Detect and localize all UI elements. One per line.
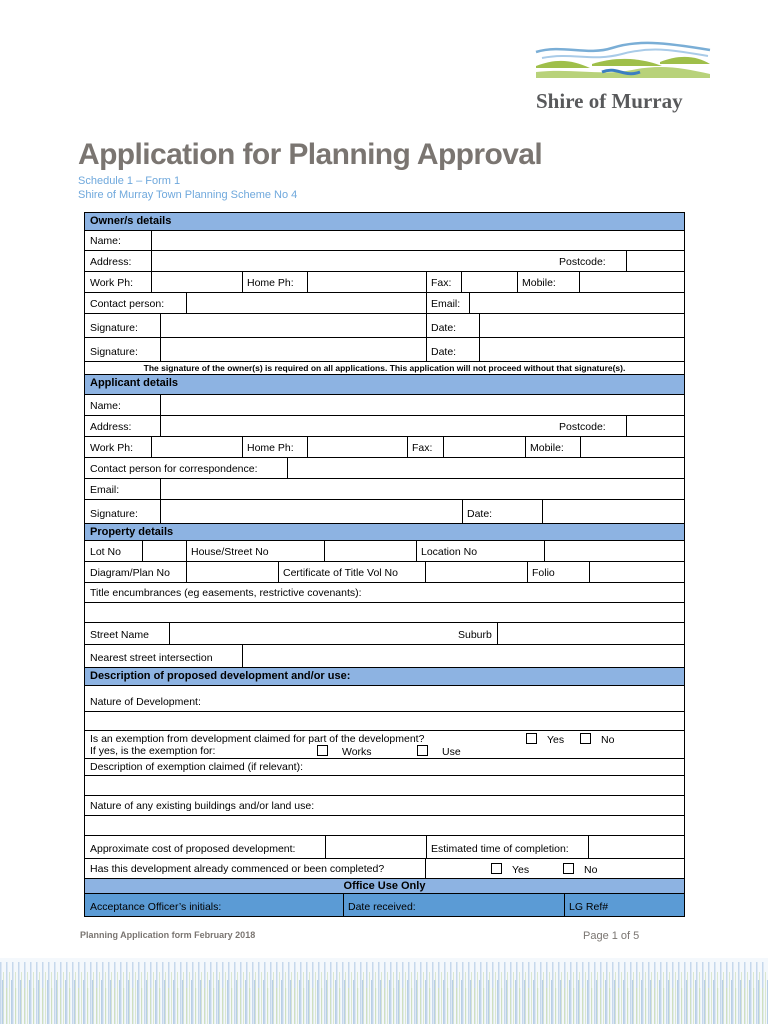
applicant-mobile-label: Mobile: bbox=[530, 442, 564, 454]
owner-signature-field[interactable] bbox=[160, 338, 426, 361]
exemption-row bbox=[85, 731, 684, 759]
nature-of-development-label: Nature of Development: bbox=[90, 696, 201, 708]
exemption-question: Is an exemption from development claimed for part of the development? bbox=[90, 733, 425, 745]
owner-name-label: Name: bbox=[90, 235, 121, 247]
applicant-name-label: Name: bbox=[90, 400, 121, 412]
nature-of-development-row bbox=[85, 686, 684, 712]
property-lot-row bbox=[85, 541, 684, 562]
owner-fax-label: Fax: bbox=[431, 277, 452, 289]
applicant-workph-field[interactable] bbox=[151, 437, 242, 457]
encumbrances-label: Title encumbrances (eg easements, restrictive covenants): bbox=[90, 587, 362, 599]
nearest-intersection-row bbox=[85, 645, 684, 668]
applicant-name-field[interactable] bbox=[160, 395, 684, 415]
exemption-yes-label: Yes bbox=[547, 734, 565, 746]
certificate-title-field[interactable] bbox=[425, 562, 527, 582]
existing-use-row bbox=[85, 796, 684, 816]
applicant-address-label: Address: bbox=[90, 421, 132, 433]
commenced-row bbox=[85, 859, 684, 879]
owner-signature-field[interactable] bbox=[160, 314, 426, 337]
applicant-email-row bbox=[85, 479, 684, 500]
street-name-field[interactable] bbox=[169, 623, 453, 644]
owner-postcode-field[interactable] bbox=[626, 251, 684, 271]
house-street-field[interactable] bbox=[324, 541, 416, 561]
exemption-no-label: No bbox=[601, 734, 615, 746]
applicant-contact-label: Contact person for correspondence: bbox=[90, 463, 258, 475]
cost-label: Approximate cost of proposed development: bbox=[90, 843, 296, 855]
subtitle-scheme: Shire of Murray Town Planning Scheme No 4 bbox=[78, 189, 298, 201]
folio-field[interactable] bbox=[589, 562, 684, 582]
footer-form-name: Planning Application form February 2018 bbox=[80, 930, 256, 940]
owner-address-field[interactable] bbox=[151, 251, 554, 271]
nature-of-development-field[interactable] bbox=[85, 712, 684, 731]
applicant-homeph-field[interactable] bbox=[307, 437, 407, 457]
owner-date-label: Date: bbox=[431, 322, 457, 334]
date-received-label: Date received: bbox=[348, 901, 416, 913]
exemption-works-option[interactable] bbox=[317, 745, 372, 758]
owner-date-field[interactable] bbox=[479, 338, 684, 361]
owner-email-field[interactable] bbox=[469, 293, 684, 313]
commenced-label: Has this development already commenced or been completed? bbox=[90, 863, 385, 875]
acceptance-officer-label: Acceptance Officer’s initials: bbox=[90, 901, 222, 913]
exemption-yes-checkbox[interactable] bbox=[526, 733, 537, 744]
certificate-title-label: Certificate of Title Vol No bbox=[283, 567, 398, 579]
cost-field[interactable] bbox=[325, 836, 426, 858]
applicant-contact-field[interactable] bbox=[287, 458, 684, 478]
house-street-label: House/Street No bbox=[191, 546, 269, 558]
exemption-use-label: Use bbox=[442, 746, 461, 758]
applicant-signature-row bbox=[85, 500, 684, 524]
development-section-header: Description of proposed development and/or use: bbox=[85, 668, 684, 686]
owner-signature-row-2 bbox=[85, 338, 684, 362]
suburb-label: Suburb bbox=[458, 629, 492, 641]
page-number: Page 1 of 5 bbox=[583, 930, 640, 942]
exemption-works-label: Works bbox=[342, 746, 372, 758]
location-no-label: Location No bbox=[421, 546, 478, 558]
owner-homeph-label: Home Ph: bbox=[247, 277, 294, 289]
exemption-description-row bbox=[85, 759, 684, 776]
exemption-yes-option[interactable] bbox=[526, 733, 564, 746]
exemption-use-option[interactable] bbox=[417, 745, 461, 758]
property-diagram-row bbox=[85, 562, 684, 583]
applicant-signature-label: Signature: bbox=[90, 508, 138, 520]
owner-workph-field[interactable] bbox=[151, 272, 242, 292]
applicant-signature-field[interactable] bbox=[160, 500, 462, 523]
nearest-intersection-field[interactable] bbox=[242, 645, 684, 667]
applicant-fax-field[interactable] bbox=[443, 437, 525, 457]
lot-no-label: Lot No bbox=[90, 546, 121, 558]
diagram-plan-label: Diagram/Plan No bbox=[90, 567, 170, 579]
existing-use-field[interactable] bbox=[85, 816, 684, 836]
exemption-no-checkbox[interactable] bbox=[580, 733, 591, 744]
encumbrances-field[interactable] bbox=[85, 603, 684, 623]
owner-name-row bbox=[85, 231, 684, 251]
applicant-fax-label: Fax: bbox=[412, 442, 433, 454]
applicant-phone-row bbox=[85, 437, 684, 458]
owner-contact-row bbox=[85, 293, 684, 314]
owner-address-label: Address: bbox=[90, 256, 132, 268]
owner-section-header: Owner/s details bbox=[85, 213, 684, 231]
exemption-description-label: Description of exemption claimed (if relevant): bbox=[90, 761, 304, 773]
commenced-no-checkbox[interactable] bbox=[563, 863, 574, 874]
street-name-label: Street Name bbox=[90, 629, 149, 641]
owner-fax-field[interactable] bbox=[461, 272, 517, 292]
owner-postcode-label: Postcode: bbox=[559, 256, 606, 268]
commenced-no-option[interactable] bbox=[563, 863, 597, 876]
grass-decoration bbox=[0, 958, 768, 1024]
encumbrances-row bbox=[85, 583, 684, 603]
property-section-header: Property details bbox=[85, 524, 684, 541]
page-title: Application for Planning Approval bbox=[78, 138, 543, 171]
commenced-yes-checkbox[interactable] bbox=[491, 863, 502, 874]
location-no-field[interactable] bbox=[544, 541, 684, 561]
lot-no-field[interactable] bbox=[142, 541, 186, 561]
applicant-postcode-label: Postcode: bbox=[559, 421, 606, 433]
applicant-address-row bbox=[85, 416, 684, 437]
cost-row bbox=[85, 836, 684, 859]
exemption-for-label: If yes, is the exemption for: bbox=[90, 745, 216, 757]
nearest-intersection-label: Nearest street intersection bbox=[90, 652, 213, 664]
owner-mobile-field[interactable] bbox=[579, 272, 684, 292]
applicant-mobile-field[interactable] bbox=[580, 437, 684, 457]
owner-contact-label: Contact person: bbox=[90, 298, 165, 310]
existing-use-label: Nature of any existing buildings and/or land use: bbox=[90, 800, 315, 812]
owner-signature-label: Signature: bbox=[90, 346, 138, 358]
applicant-workph-label: Work Ph: bbox=[90, 442, 133, 454]
owner-contact-field[interactable] bbox=[186, 293, 426, 313]
exemption-use-checkbox[interactable] bbox=[417, 745, 428, 756]
exemption-works-checkbox[interactable] bbox=[317, 745, 328, 756]
suburb-field[interactable] bbox=[497, 623, 684, 644]
completion-time-label: Estimated time of completion: bbox=[431, 843, 569, 855]
subtitle-schedule: Schedule 1 – Form 1 bbox=[78, 175, 181, 187]
owner-name-field[interactable] bbox=[151, 231, 684, 250]
owner-mobile-label: Mobile: bbox=[522, 277, 556, 289]
applicant-postcode-field[interactable] bbox=[626, 416, 684, 436]
folio-label: Folio bbox=[532, 567, 555, 579]
commenced-yes-label: Yes bbox=[512, 864, 530, 876]
applicant-homeph-label: Home Ph: bbox=[247, 442, 294, 454]
applicant-name-row bbox=[85, 395, 684, 416]
lg-ref-label: LG Ref# bbox=[569, 901, 609, 913]
logo-wordmark: Shire of Murray bbox=[536, 89, 683, 113]
office-use-row bbox=[85, 894, 684, 916]
owner-signature-label: Signature: bbox=[90, 322, 138, 334]
applicant-contact-row bbox=[85, 458, 684, 479]
applicant-date-label: Date: bbox=[467, 508, 493, 520]
completion-time-field[interactable] bbox=[588, 836, 684, 858]
owner-date-field[interactable] bbox=[479, 314, 684, 337]
applicant-section-header: Applicant details bbox=[85, 375, 684, 395]
commenced-no-label: No bbox=[584, 864, 598, 876]
exemption-description-field[interactable] bbox=[85, 776, 684, 796]
owner-email-label: Email: bbox=[431, 298, 461, 310]
owner-phone-row bbox=[85, 272, 684, 293]
applicant-email-field[interactable] bbox=[160, 479, 684, 499]
owner-address-row bbox=[85, 251, 684, 272]
street-row bbox=[85, 623, 684, 645]
owner-signature-note: The signature of the owner(s) is required on all applications. This application will not proceed without that signature(s). bbox=[85, 362, 684, 375]
applicant-email-label: Email: bbox=[90, 484, 120, 496]
commenced-yes-option[interactable] bbox=[491, 863, 529, 876]
diagram-plan-field[interactable] bbox=[186, 562, 278, 582]
owner-signature-row-1 bbox=[85, 314, 684, 338]
exemption-no-option[interactable] bbox=[580, 733, 614, 746]
office-use-header: Office Use Only bbox=[85, 879, 684, 894]
applicant-address-field[interactable] bbox=[160, 416, 554, 436]
owner-date-label: Date: bbox=[431, 346, 457, 358]
application-form bbox=[84, 212, 685, 917]
owner-homeph-field[interactable] bbox=[307, 272, 426, 292]
owner-workph-label: Work Ph: bbox=[90, 277, 133, 289]
applicant-date-field[interactable] bbox=[542, 500, 684, 523]
